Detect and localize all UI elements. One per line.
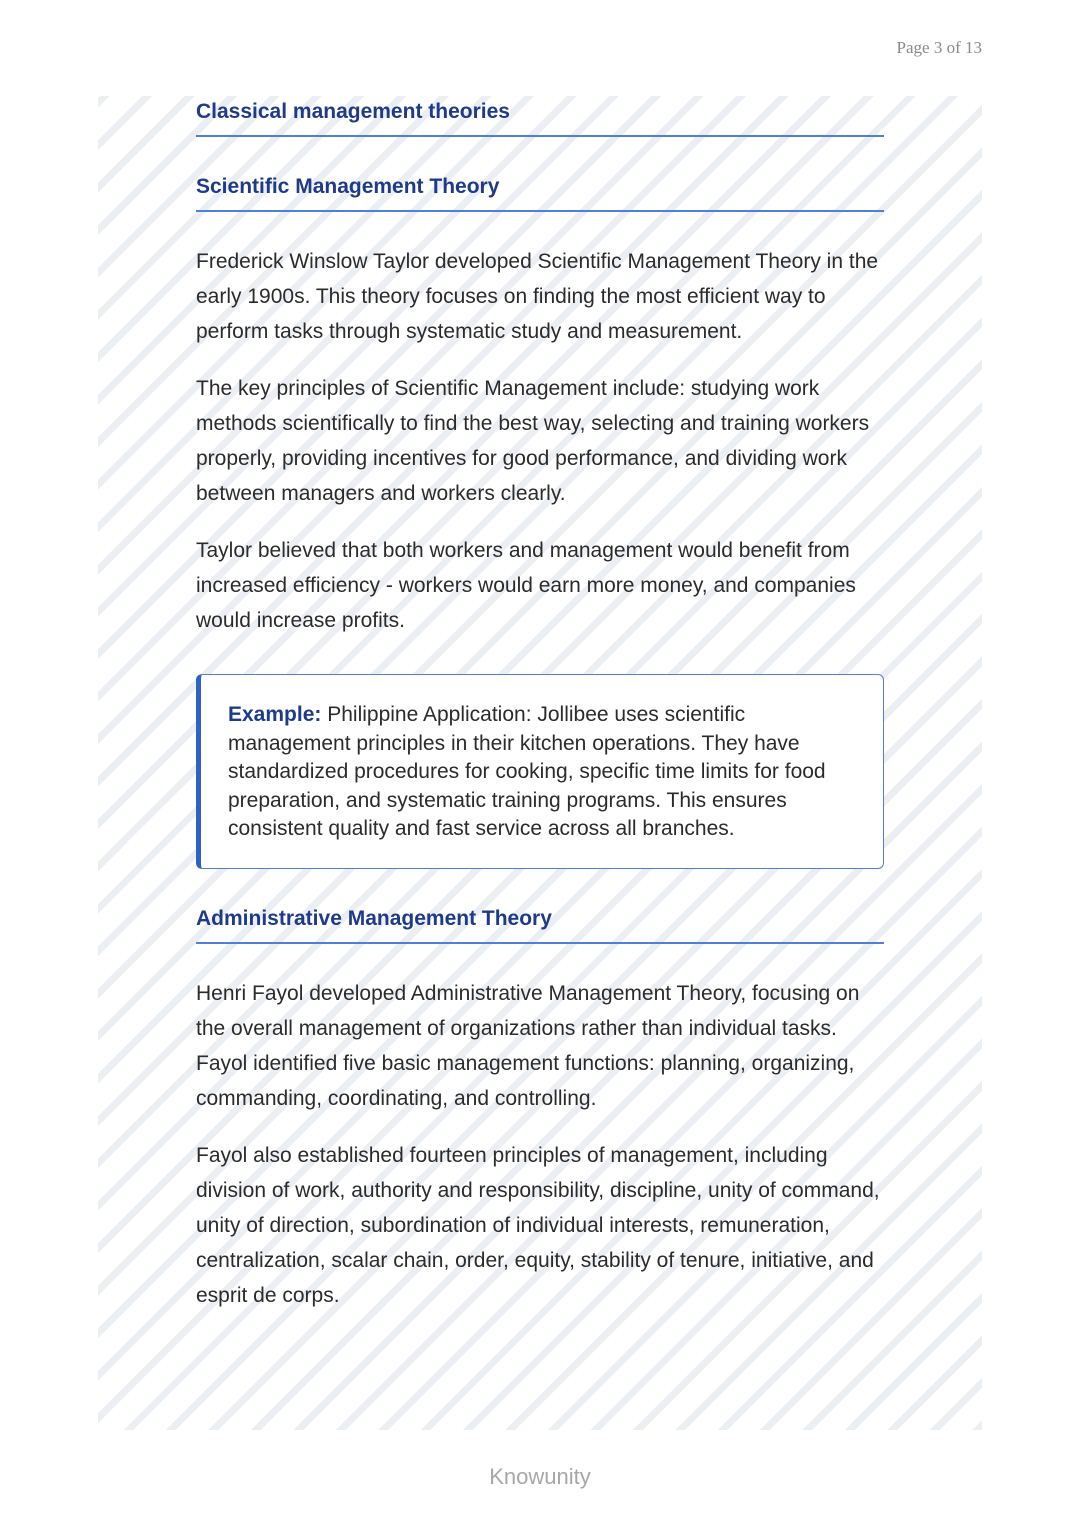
footer-brand-logo: Knowunity: [489, 1464, 591, 1489]
page-number: Page 3 of 13: [896, 38, 982, 57]
example-callout: [196, 674, 884, 869]
paragraph-fayol-principles: Fayol also established fourteen principles of management, including division of work, authority and responsibility, discipline, unity of command, unity of direction, subordination of individual interests, remuneration, centralization, scalar chain, order, equity, stability of tenure, initiative, and esprit de corps.: [196, 1143, 880, 1307]
example-label: Example:: [228, 703, 322, 726]
document-content: [98, 96, 982, 1430]
subsection-title-scientific: Scientific Management Theory: [196, 173, 884, 212]
text-column: [196, 96, 884, 1313]
example-text: Philippine Application: Jollibee uses scientific management principles in their kitchen operations. They have standardized procedures for cooking, specific time limits for food preparation, and systematic training programs. This ensures consistent quality and fast service across all branches.: [228, 703, 826, 840]
paragraph-fayol-intro: Henri Fayol developed Administrative Management Theory, focusing on the overall management of organizations rather than individual tasks. Fayol identified five basic management functions: planning, organizing, commanding, coordinating, and controlling.: [196, 981, 860, 1110]
paragraph-key-principles: The key principles of Scientific Management include: studying work methods scientifically to find the best way, selecting and training workers properly, providing incentives for good performance, and dividing work between managers and workers clearly.: [196, 377, 870, 505]
paragraph-taylor-benefits: Taylor believed that both workers and management would benefit from increased efficiency - workers would earn more money, and companies would increase profits.: [196, 539, 856, 632]
subsection-title-administrative: Administrative Management Theory: [196, 905, 884, 944]
paragraph-taylor-intro: Frederick Winslow Taylor developed Scientific Management Theory in the early 1900s. This theory focuses on finding the most efficient way to perform tasks through systematic study and measurement.: [196, 250, 879, 343]
section-title: Classical management theories: [196, 98, 884, 137]
